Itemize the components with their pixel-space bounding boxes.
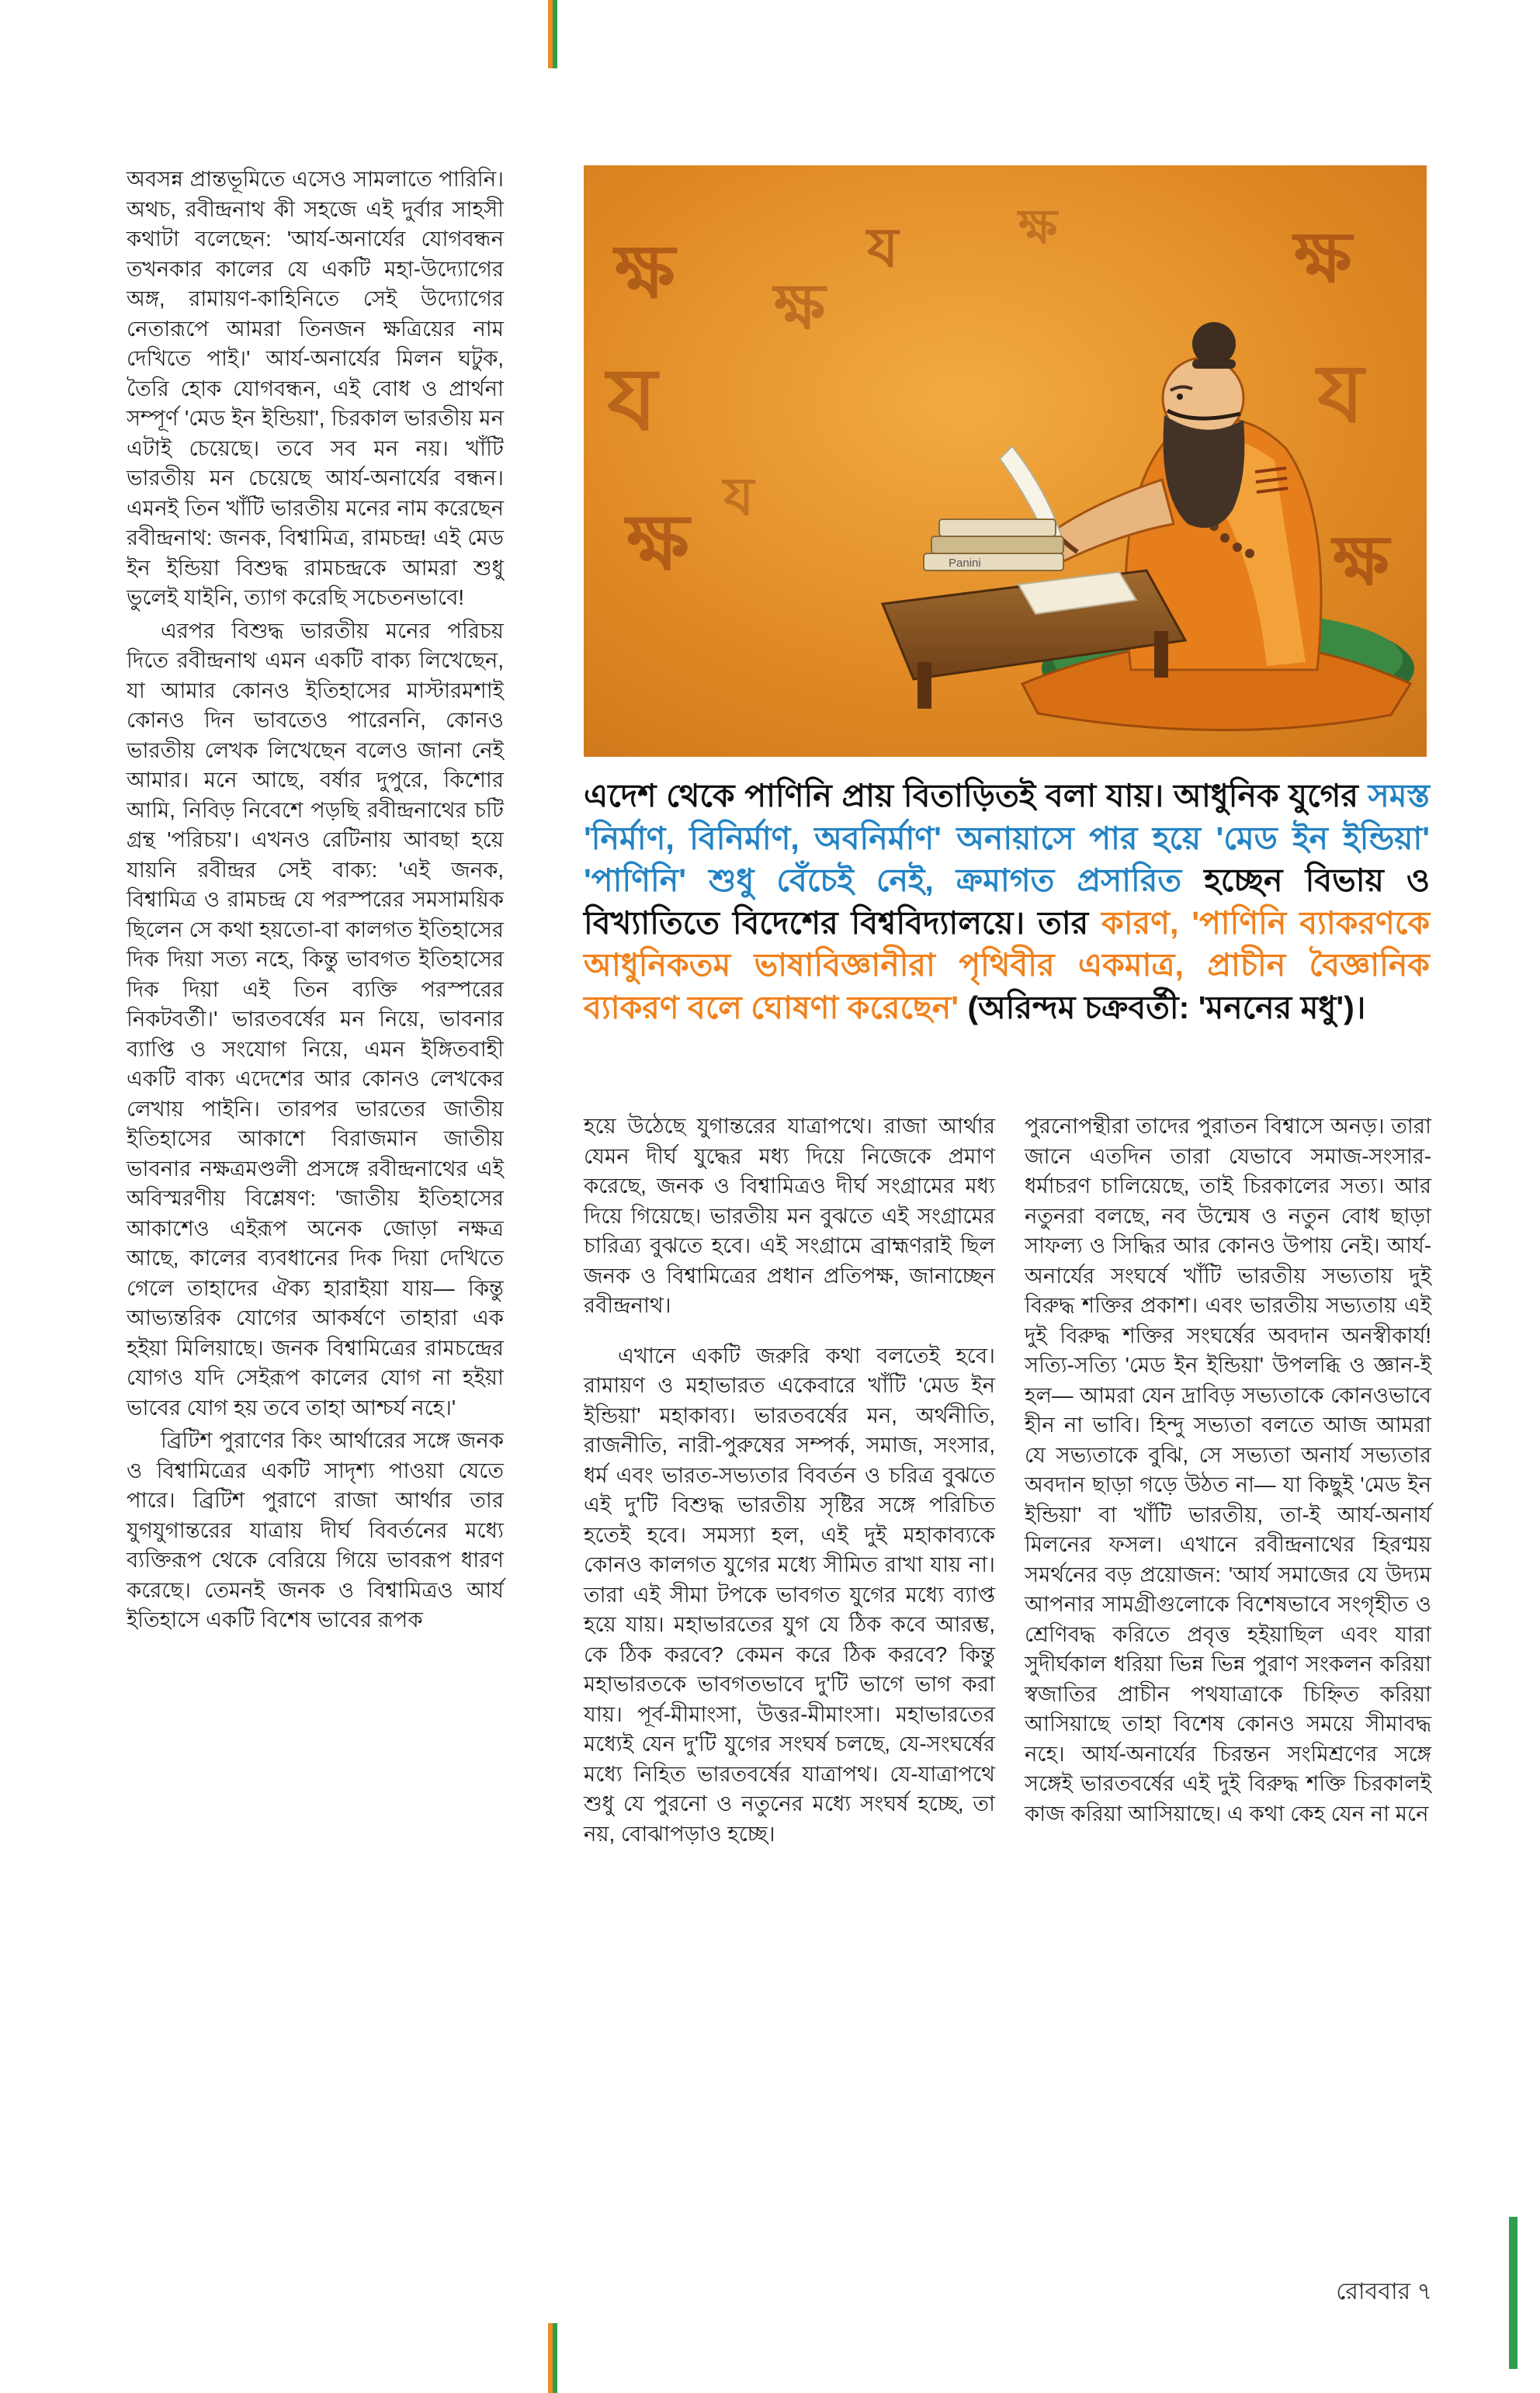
right-text-column: [1025, 1112, 1431, 1829]
right-edge-green-bar: [1509, 2217, 1517, 2369]
headline-segment: হচ্ছেন বিভায় ও বিখ্যাতিতে বিদেশের বিশ্ববিদ্যালয়ে। তার: [584, 862, 1430, 941]
paragraph: অবসন্ন প্রান্তভূমিতে এসেও সামলাতে পারিনি। অথচ, রবীন্দ্রনাথ কী সহজে এই দুর্বার সাহসী কথাটা বলেছেন: 'আর্য-অনার্যের যোগবন্ধন তখনকার কালের যে একটি মহা-উদ্যোগের অঙ্গ, রামায়ণ-কাহিনিতে সেই উদ্যোগের নেতারূপে আমরা তিনজন ক্ষত্রিয়ের নাম দেখিতে পাই।' আর্য-অনার্যের মিলন ঘটুক, তৈরি হোক যোগবন্ধন, এই বোধ ও প্রার্থনা সম্পূর্ণ 'মেড ইন ইন্ডিয়া', চিরকাল ভারতীয় মন এটাই চেয়েছে। তবে সব মন নয়। খাঁটি ভারতীয় মন চেয়েছে আর্য-অনার্যের বন্ধন। এমনই তিন খাঁটি ভারতীয় মনের নাম করেছেন রবীন্দ্রনাথ: জনক, বিশ্বামিত্র, রামচন্দ্র! এই মেড ইন ইন্ডিয়া বিশুদ্ধ রামচন্দ্রকে আমরা শুধু ভুলেই যাইনি, ত্যাগ করেছি সচেতনভাবে!: [127, 167, 504, 609]
panini-sage-illustration: [584, 165, 1427, 757]
eye: [1177, 394, 1183, 400]
desk-leg: [1154, 631, 1168, 678]
paragraph: পুরনোপন্থীরা তাদের পুরাতন বিশ্বাসে অনড়। তারা জানে এতদিন তারা যেভাবে সমাজ-সংসার-ধর্মাচরণ চালিয়েছে, তাই চিরকালের সত্য। আর নতুনরা বলছে, নব উন্মেষ ও নতুন বোধ ছাড়া সাফল্য ও সিদ্ধির আর কোনও উপায় নেই। আর্য-অনার্যের সংঘর্ষে খাঁটি ভারতীয় সভ্যতায় দুই বিরুদ্ধ শক্তির প্রকাশ। এবং ভারতীয় সভ্যতায় এই দুই বিরুদ্ধ শক্তির সংঘর্ষের অবদান অনস্বীকার্য! সত্যি-সত্যি 'মেড ইন ইন্ডিয়া' উপলব্ধি ও জ্ঞান-ই হল— আমরা যেন দ্রাবিড় সভ্যতাকে কোনওভাবে হীন না ভাবি। হিন্দু সভ্যতা বলতে আজ আমরা যে সভ্যতাকে বুঝি, সে সভ্যতা অনার্য সভ্যতার অবদান ছাড়া গড়ে উঠত না— যা কিছুই 'মেড ইন ইন্ডিয়া' বা খাঁটি ভারতীয়, তা-ই আর্য-অনার্য মিলনের ফসল। এখানে রবীন্দ্রনাথের হিরণ্ময় সমর্থনের বড় প্রয়োজন: 'আর্য সমাজের যে উদ্যম আপনার সামগ্রীগুলোকে বিশেষভাবে সংগৃহীত ও শ্রেণিবদ্ধ করিতে প্রবৃত্ত হইয়াছিল এবং যারা সুদীর্ঘকাল ধরিয়া ভিন্ন ভিন্ন পুরাণ সংকলন করিয়া স্বজাতির প্রাচীন পথযাত্রাকে চিহ্নিত করিয়া আসিয়াছে তাহা বিশেষ কোনও সময়ে সীমাবদ্ধ নহে। আর্য-অনার্যের চিরন্তন সংমিশ্রণের সঙ্গে সঙ্গেই ভারতবর্ষের এই দুই বিরুদ্ধ শক্তি চিরকালই কাজ করিয়া আসিয়াছে। এ কথা কেহ যেন না মনে: [1025, 1114, 1431, 1826]
top-center-divider-stripe: [548, 0, 557, 68]
script-glyph-icon: ক্ষ: [1333, 523, 1389, 600]
hair-topknot: [1192, 322, 1236, 366]
script-glyph-icon: ক্ষ: [774, 272, 826, 342]
paragraph: এখানে একটি জরুরি কথা বলতেই হবে। রামায়ণ ও মহাভারত একেবারে খাঁটি 'মেড ইন ইন্ডিয়া' মহাকাব্য। ভারতবর্ষের মন, অর্থনীতি, রাজনীতি, নারী-পুরুষের সম্পর্ক, সমাজ, সংসার, ধর্ম এবং ভারত-সভ্যতার বিবর্তন ও চরিত্র বুঝতে এই দু'টি বিশুদ্ধ ভারতীয় সৃষ্টির সঙ্গে পরিচিত হতেই হবে। সমস্যা হল, এই দুই মহাকাব্যকে কোনও কালগত যুগের মধ্যে সীমিত রাখা যায় না। তারা এই সীমা টপকে ভাবগত যুগের মধ্যে ব্যাপ্ত হয়ে যায়। মহাভারতের যুগ যে ঠিক কবে আরম্ভ, কে ঠিক করবে? কেমন করে ঠিক করবে? কিন্তু মহাভারতকে ভাবগতভাবে দু'টি ভাগে ভাগ করা যায়। পূর্ব-মীমাংসা, উত্তর-মীমাংসা। মহাভারতের মধ্যেই যেন দু'টি যুগের সংঘর্ষ চলছে, যে-সংঘর্ষের মধ্যে নিহিত ভারতবর্ষের যাত্রাপথ। যে-যাত্রাপথে শুধু যে পুরনো ও নতুনের মধ্যে সংঘর্ষ হচ্ছে, তা নয়, বোঝাপড়াও হচ্ছে।: [584, 1343, 995, 1846]
script-glyph-icon: য: [1317, 350, 1364, 439]
paragraph: এরপর বিশুদ্ধ ভারতীয় মনের পরিচয় দিতে রবীন্দ্রনাথ এমন একটি বাক্য লিখেছেন, যা আমার কোনও ইতিহাসের মাস্টারমশাই কোনও দিন ভাবতেও পারেননি, কোনও ভারতীয় লেখক লিখেছেন বলেও জানা নেই আমার। মনে আছে, বর্ষার দুপুরে, কিশোর আমি, নিবিড় নিবেশে পড়ছি রবীন্দ্রনাথের চটি গ্রন্থ 'পরিচয়'। এখনও রেটিনায় আবছা হয়ে যায়নি রবীন্দ্রর সেই বাক্য: 'এই জনক, বিশ্বামিত্র ও রামচন্দ্র যে পরস্পরের সমসাময়িক ছিলেন সে কথা হয়তো-বা কালগত ইতিহাসের দিক দিয়া সত্য নহে, কিন্তু ভাবগত ইতিহাসের দিক দিয়া এই তিন ব্যক্তি পরস্পরের নিকটবর্তী।' ভারতবর্ষের মন নিয়ে, ভাবনার ব্যাপ্তি ও সংযোগ নিয়ে, এমন ইঙ্গিতবাহী একটি বাক্য এদেশের আর কোনও লেখকের লেখায় পাইনি। তারপর ভারতের জাতীয় ইতিহাসের আকাশে বিরাজমান জাতীয় ভাবনার নক্ষত্রমণ্ডলী প্রসঙ্গে রবীন্দ্রনাথের এই অবিস্মরণীয় বিশ্লেষণ: 'জাতীয় ইতিহাসের আকাশেও এইরূপ অনেক জোড়া নক্ষত্র আছে, কালের ব্যবধানের দিক দিয়া দেখিতে গেলে তাহাদের ঐক্য হারাইয়া যায়— কিন্তু আভ্যন্তরিক যোগের আকর্ষণে তাহারা এক হইয়া মিলিয়াছে। জনক বিশ্বামিত্রের রামচন্দ্রের যোগও যদি সেইরূপ কালের যোগ না হইয়া ভাবের যোগ হয় তবে তাহা আশ্চর্য নহে।': [127, 618, 504, 1420]
script-glyph-icon: য: [867, 219, 899, 279]
script-glyph-icon: ক্ষ: [626, 500, 690, 586]
headline-block: [584, 775, 1430, 1028]
left-text-column: [127, 165, 504, 1635]
script-glyph-icon: য: [607, 352, 657, 449]
page-number-label: রোববার ৭: [1336, 2279, 1432, 2305]
book-stack: [924, 519, 1063, 571]
headline-segment: সমস্ত 'নির্মাণ, বিনির্মাণ, অবনির্মাণ' অনায়াসে পার হয়ে 'মেড ইন ইন্ডিয়া' 'পাণিনি' শুধু বেঁচেই নেই, ক্রমাগত প্রসারিত: [584, 778, 1430, 899]
desk-leg: [917, 662, 931, 709]
bottom-center-divider-stripe: [548, 2323, 557, 2393]
script-glyph-icon: ক্ষ: [1294, 218, 1352, 297]
headline-segment: কারণ, 'পাণিনি ব্যাকরণকে আধুনিকতম ভাষাবিজ্ঞানীরা পৃথিবীর একমাত্র, প্রাচীন বৈজ্ঞানিক ব্যাকরণ বলে ঘোষণা করেছেন': [584, 904, 1431, 1025]
script-glyph-icon: য: [723, 467, 754, 526]
paragraph: হয়ে উঠেছে যুগান্তরের যাত্রাপথে। রাজা আর্থার যেমন দীর্ঘ যুদ্ধের মধ্য দিয়ে নিজেকে প্রমাণ করেছে, জনক ও বিশ্বামিত্রও দীর্ঘ সংগ্রামের মধ্য দিয়ে গিয়েছে। ভারতীয় মন বুঝতে এই সংগ্রামের চারিত্র্য বুঝতে হবে। এই সংগ্রামে ব্রাহ্মণরাই ছিল জনক ও বিশ্বামিত্রের প্রধান প্রতিপক্ষ, জানাচ্ছেন রবীন্দ্রনাথ।: [584, 1114, 995, 1317]
headline-segment: এদেশ থেকে পাণিনি প্রায় বিতাড়িতই বলা যায়। আধুনিক যুগের: [584, 778, 1368, 813]
script-glyph-icon: ক্ষ: [615, 231, 675, 314]
script-glyph-icon: ক্ষ: [1018, 201, 1058, 254]
headline-segment: (অরিন্দম চক্রবর্তী: 'মননের মধু')।: [967, 989, 1366, 1025]
middle-text-column: [584, 1112, 995, 1849]
book-label: Panini: [949, 557, 981, 570]
hair-band: [1192, 359, 1236, 369]
paragraph: ব্রিটিশ পুরাণের কিং আর্থারের সঙ্গে জনক ও বিশ্বামিত্রের একটি সাদৃশ্য পাওয়া যেতে পারে। ব্রিটিশ পুরাণে রাজা আর্থার তার যুগযুগান্তরের যাত্রায় দীর্ঘ বিবর্তনের মধ্যে ব্যক্তিরূপ থেকে বেরিয়ে গিয়ে ভাবরূপ ধারণ করেছে। তেমনই জনক ও বিশ্বামিত্রও আর্য ইতিহাসে একটি বিশেষ ভাবের রূপক: [127, 1428, 504, 1632]
